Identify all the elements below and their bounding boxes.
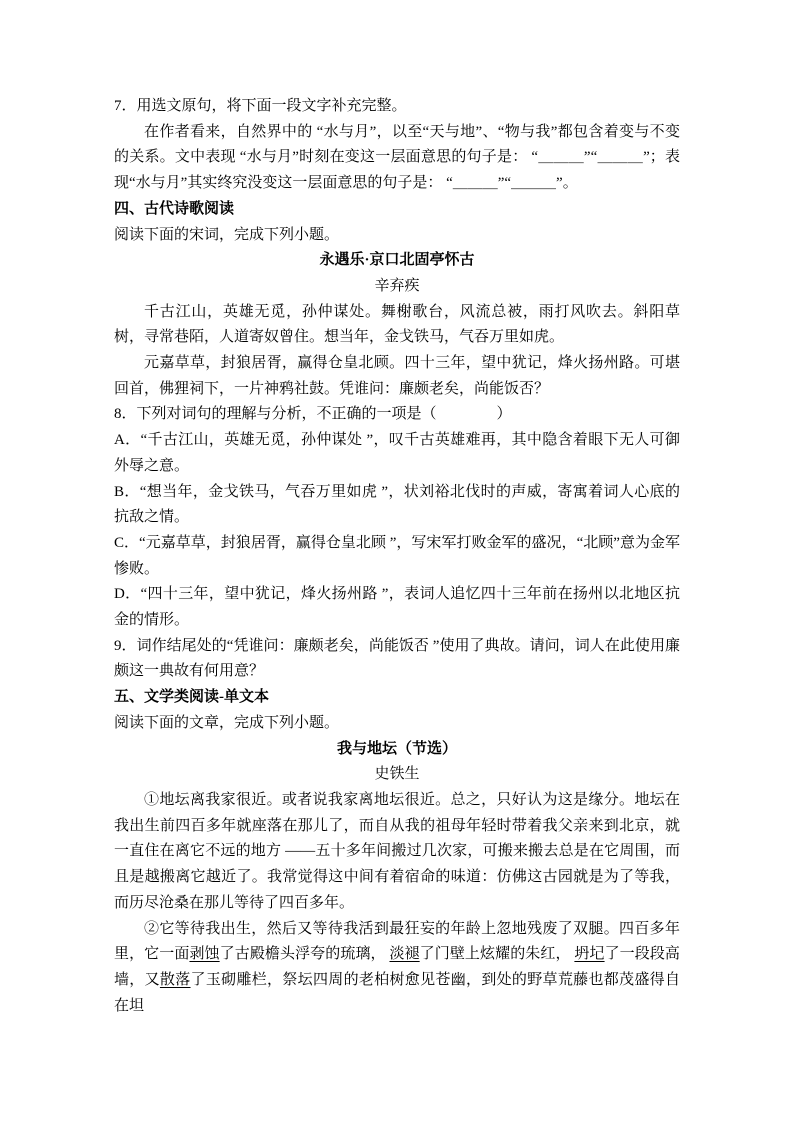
text-run: ②它等待我出生，然后又等待我活到最狂妄的年龄上忽地残废了双腿。四百多年里，它一面: [114, 920, 680, 963]
section-5-intro: [114, 711, 680, 737]
question-8-option-c: [114, 531, 680, 582]
text-run: C．“元嘉草草，封狼居胥，赢得仓皇北顾 ”，写宋军打败金军的盛况，“北顾”意为金军惨败。: [114, 534, 680, 577]
text-run: B．“想当年，金戈铁马，气吞万里如虎 ”，状刘裕北伐时的声威，寄寓着词人心底的抗敌之情。: [114, 483, 680, 526]
document-body: [114, 94, 680, 1019]
essay-title: [114, 737, 680, 763]
text-run: 千古江山，英雄无觅，孙仲谋处。舞榭歌台，风流总被，雨打风吹去。斜阳草树，寻常巷陌，人道寄奴曾住。想当年，金戈铁马，气吞万里如虎。: [114, 303, 680, 346]
poem-title: [114, 248, 680, 274]
text-run: 了古殿檐头浮夸的琉璃，: [219, 946, 390, 963]
question-8-option-b: [114, 480, 680, 531]
text-run: ①地坛离我家很近。或者说我家离地坛很近。总之，只好认为这是缘分。地坛在我出生前四百多年就座落在那儿了，而自从我的祖母年轻时带着我父亲来到北京，就一直住在离它不远的地方 ——五十多年间搬过几次家，可搬来搬去总是在它周围，而且是越搬离它越近了。我常觉得这中间有着宿命的味道：仿佛这古园就是为了等我，而历尽沧桑在那儿等待了四百多年。: [114, 791, 680, 911]
section-4-heading: [114, 197, 680, 223]
underlined-term: 散落: [159, 971, 191, 988]
text-run: 史铁生: [374, 766, 420, 783]
text-run: 了门壁上炫耀的朱红，: [419, 946, 575, 963]
text-run: 8．下列对词句的理解与分析，不正确的一项是（ ）: [114, 406, 512, 423]
essay-author: [114, 762, 680, 788]
essay-paragraph-2: [114, 917, 680, 1020]
text-run: 我与地坛（节选）: [336, 740, 457, 757]
poem-author: [114, 274, 680, 300]
text-run: 四、古代诗歌阅读: [114, 200, 235, 217]
section-4-intro: [114, 223, 680, 249]
text-run: 元嘉草草，封狼居胥，赢得仓皇北顾。四十三年，望中犹记，烽火扬州路。可堪回首，佛狸祠下，一片神鸦社鼓。凭谁问：廉颇老矣，尚能饭否？: [114, 355, 680, 397]
text-run: 在作者看来，自然界中的 “水与月”，以至“天与地”、“物与我”都包含着变与不变的关系。文中表现 “水与月”时刻在变这一层面意思的句子是： “＿＿＿”“＿＿＿”；表现“水与月”其实终究没变这一层面意思的句子是： “＿＿＿”“＿＿＿”。: [114, 123, 680, 192]
text-run: 9．词作结尾处的“凭谁问：廉颇老矣，尚能饭否 ”使用了典故。请问，词人在此使用廉颇这一典故有何用意？: [114, 637, 680, 680]
text-run: D．“四十三年，望中犹记，烽火扬州路 ”，表词人追忆四十三年前在扬州以北地区抗金的情形。: [114, 586, 680, 629]
underlined-term: 坍圮: [574, 946, 605, 963]
question-7-passage: [114, 120, 680, 197]
question-8: [114, 402, 680, 428]
text-run: 阅读下面的宋词，完成下列小题。: [114, 226, 340, 243]
text-run: 了玉砌雕栏，祭坛四周的老柏树愈见苍幽，到处的野草荒藤也都茂盛得自在坦: [114, 971, 680, 1014]
poem-stanza-2: [114, 351, 680, 402]
text-run: 了一段段高墙，又: [114, 946, 680, 988]
text-run: 辛弃疾: [374, 277, 420, 294]
text-run: 永遇乐·京口北固亭怀古: [319, 252, 475, 269]
essay-paragraph-1: [114, 788, 680, 917]
text-run: 五、文学类阅读-单文本: [114, 689, 269, 706]
text-run: A．“千古江山，英雄无觅，孙仲谋处 ”，叹千古英雄难再，其中隐含着眼下无人可御外辱之意。: [114, 432, 680, 474]
text-run: 7．用选文原句，将下面一段文字补充完整。: [114, 98, 407, 114]
text-run: 阅读下面的文章，完成下列小题。: [114, 714, 340, 731]
section-5-heading: [114, 685, 680, 711]
question-8-option-d: [114, 582, 680, 633]
poem-stanza-1: [114, 300, 680, 351]
underlined-term: 淡褪: [389, 946, 420, 963]
underlined-term: 剥蚀: [189, 946, 220, 963]
question-7: [114, 94, 680, 120]
question-8-option-a: [114, 428, 680, 479]
question-9: [114, 634, 680, 685]
